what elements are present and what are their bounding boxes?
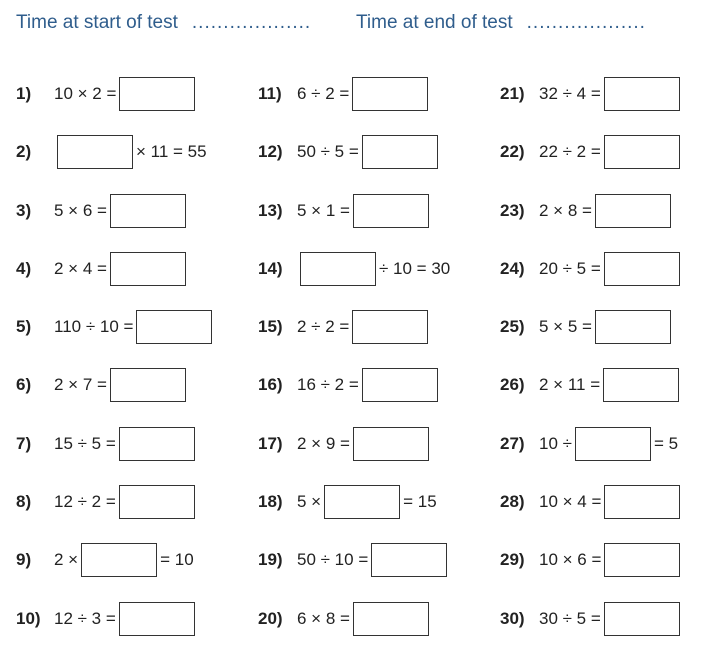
question-expression — [539, 310, 674, 344]
question-column — [258, 76, 450, 659]
question-number: 1) — [16, 84, 32, 103]
question-expression — [539, 485, 683, 519]
question-number: 16) — [258, 375, 283, 395]
question-column — [500, 76, 683, 659]
expression-before-box: 50 ÷ 10 = — [297, 550, 369, 570]
question-number: 25) — [500, 317, 525, 337]
end-time-field — [356, 12, 646, 34]
question-number: 18) — [258, 492, 283, 512]
question-row — [258, 367, 450, 403]
answer-box[interactable] — [362, 135, 438, 169]
question-expression — [297, 368, 441, 402]
answer-box[interactable] — [57, 135, 133, 169]
answer-box[interactable] — [603, 368, 679, 402]
question-expression — [297, 543, 450, 577]
expression-before-box: 2 × 11 = — [539, 375, 601, 395]
question-row — [258, 251, 450, 287]
expression-before-box: 20 ÷ 5 = — [539, 258, 601, 278]
expression-before-box: 12 ÷ 3 = — [54, 608, 116, 628]
answer-box[interactable] — [110, 194, 186, 228]
expression-before-box: 2 × 7 = — [54, 375, 107, 395]
answer-box[interactable] — [81, 543, 157, 577]
end-time-label: Time at end of test — [356, 12, 513, 33]
question-expression — [539, 543, 683, 577]
question-row — [16, 251, 215, 287]
question-row — [258, 542, 450, 578]
question-expression — [54, 194, 189, 228]
answer-box[interactable] — [604, 602, 680, 636]
question-number: 13) — [258, 200, 283, 220]
question-expression — [539, 368, 682, 402]
question-expression — [297, 135, 441, 169]
question-expression — [54, 77, 198, 111]
question-expression — [54, 135, 207, 169]
question-row — [500, 367, 683, 403]
question-expression — [54, 252, 189, 286]
answer-box[interactable] — [136, 310, 212, 344]
expression-after-box: = 5 — [653, 433, 679, 453]
answer-box[interactable] — [119, 602, 195, 636]
expression-after-box: ÷ 10 = 30 — [379, 258, 451, 278]
answer-box[interactable] — [604, 135, 680, 169]
answer-box[interactable] — [604, 543, 680, 577]
question-row — [16, 601, 215, 637]
answer-box[interactable] — [110, 252, 186, 286]
expression-before-box: 5 × — [297, 492, 322, 512]
question-row — [16, 193, 215, 229]
question-number: 8) — [16, 492, 32, 512]
question-row — [16, 134, 215, 170]
question-row — [16, 484, 215, 520]
answer-box[interactable] — [353, 427, 429, 461]
start-time-label: Time at start of test — [16, 12, 178, 33]
question-expression — [297, 602, 432, 636]
question-expression — [54, 427, 198, 461]
question-column — [16, 76, 215, 659]
question-row — [258, 193, 450, 229]
answer-box[interactable] — [575, 427, 651, 461]
question-number: 21) — [500, 84, 525, 103]
question-number: 28) — [500, 492, 525, 512]
question-expression — [54, 310, 215, 344]
question-row — [16, 309, 215, 345]
question-row — [258, 309, 450, 345]
question-number: 10) — [16, 608, 41, 628]
question-expression — [297, 310, 431, 344]
expression-before-box: 15 ÷ 5 = — [54, 433, 116, 453]
question-expression — [297, 77, 431, 111]
question-expression — [54, 602, 198, 636]
question-expression — [54, 543, 194, 577]
expression-before-box: 10 × 2 = — [54, 84, 117, 103]
expression-before-box: 2 × 8 = — [539, 200, 592, 220]
expression-before-box: 12 ÷ 2 = — [54, 492, 116, 512]
question-row — [500, 251, 683, 287]
answer-box[interactable] — [352, 77, 428, 111]
expression-after-box: = 15 — [403, 492, 437, 512]
start-time-field — [16, 12, 311, 34]
question-row — [500, 542, 683, 578]
question-number: 24) — [500, 258, 525, 278]
question-number: 23) — [500, 200, 525, 220]
question-row — [500, 484, 683, 520]
question-number: 2) — [16, 142, 32, 162]
answer-box[interactable] — [119, 77, 195, 111]
question-number: 9) — [16, 550, 32, 570]
answer-box[interactable] — [371, 543, 447, 577]
question-row — [500, 601, 683, 637]
question-row — [258, 134, 450, 170]
expression-before-box: 2 × — [54, 550, 79, 570]
start-time-dots[interactable]: ................... — [191, 12, 312, 33]
answer-box[interactable] — [300, 252, 376, 286]
question-row — [16, 426, 215, 462]
expression-before-box: 10 × 4 = — [539, 492, 602, 512]
question-row — [16, 367, 215, 403]
expression-before-box: 10 ÷ — [539, 433, 572, 453]
answer-box[interactable] — [119, 427, 195, 461]
answer-box[interactable] — [119, 485, 195, 519]
answer-box[interactable] — [604, 77, 680, 111]
question-number: 11) — [258, 84, 282, 103]
expression-before-box: 5 × 6 = — [54, 200, 107, 220]
question-number: 29) — [500, 550, 525, 570]
expression-before-box: 2 × 9 = — [297, 433, 350, 453]
question-row — [500, 134, 683, 170]
question-number: 15) — [258, 317, 283, 337]
question-row — [258, 601, 450, 637]
expression-before-box: 10 × 6 = — [539, 550, 602, 570]
question-row — [258, 426, 450, 462]
question-number: 27) — [500, 433, 525, 453]
header — [16, 12, 714, 42]
question-row — [500, 426, 683, 462]
answer-box[interactable] — [353, 194, 429, 228]
question-expression — [539, 77, 683, 111]
question-row — [258, 484, 450, 520]
question-expression — [54, 485, 198, 519]
question-number: 30) — [500, 608, 525, 628]
expression-before-box: 6 × 8 = — [297, 608, 350, 628]
question-row — [258, 76, 450, 112]
question-expression — [297, 485, 437, 519]
answer-box[interactable] — [324, 485, 400, 519]
question-number: 19) — [258, 550, 283, 570]
question-number: 4) — [16, 258, 32, 278]
question-expression — [297, 252, 450, 286]
answer-box[interactable] — [362, 368, 438, 402]
answer-box[interactable] — [604, 252, 680, 286]
answer-box[interactable] — [110, 368, 186, 402]
question-expression — [539, 194, 674, 228]
expression-after-box: × 11 = 55 — [136, 142, 207, 162]
question-number: 17) — [258, 433, 283, 453]
expression-before-box: 2 × 4 = — [54, 258, 107, 278]
question-number: 14) — [258, 258, 283, 278]
expression-before-box: 5 × 5 = — [539, 317, 592, 337]
expression-before-box: 2 ÷ 2 = — [297, 317, 350, 337]
answer-box[interactable] — [595, 194, 671, 228]
question-number: 5) — [16, 317, 32, 337]
expression-before-box: 22 ÷ 2 = — [539, 142, 601, 162]
question-number: 12) — [258, 142, 283, 162]
question-row — [500, 309, 683, 345]
question-number: 22) — [500, 142, 525, 162]
expression-before-box: 50 ÷ 5 = — [297, 142, 359, 162]
question-row — [16, 76, 215, 112]
expression-before-box: 30 ÷ 5 = — [539, 608, 601, 628]
answer-box[interactable] — [604, 485, 680, 519]
question-expression — [297, 427, 432, 461]
expression-before-box: 32 ÷ 4 = — [539, 84, 601, 103]
question-row — [500, 76, 683, 112]
question-expression — [539, 427, 678, 461]
expression-before-box: 6 ÷ 2 = — [297, 84, 350, 103]
question-expression — [539, 135, 683, 169]
question-expression — [297, 194, 432, 228]
question-expression — [539, 602, 683, 636]
expression-before-box: 5 × 1 = — [297, 200, 350, 220]
question-number: 26) — [500, 375, 525, 395]
answer-box[interactable] — [352, 310, 428, 344]
question-expression — [54, 368, 189, 402]
question-row — [16, 542, 215, 578]
expression-before-box: 110 ÷ 10 = — [54, 317, 134, 337]
answer-box[interactable] — [353, 602, 429, 636]
question-number: 7) — [16, 433, 32, 453]
question-number: 3) — [16, 200, 32, 220]
answer-box[interactable] — [595, 310, 671, 344]
expression-after-box: = 10 — [160, 550, 194, 570]
end-time-dots[interactable]: ................... — [526, 12, 646, 33]
expression-before-box: 16 ÷ 2 = — [297, 375, 359, 395]
question-number: 20) — [258, 608, 283, 628]
question-row — [500, 193, 683, 229]
question-number: 6) — [16, 375, 32, 395]
question-expression — [539, 252, 683, 286]
